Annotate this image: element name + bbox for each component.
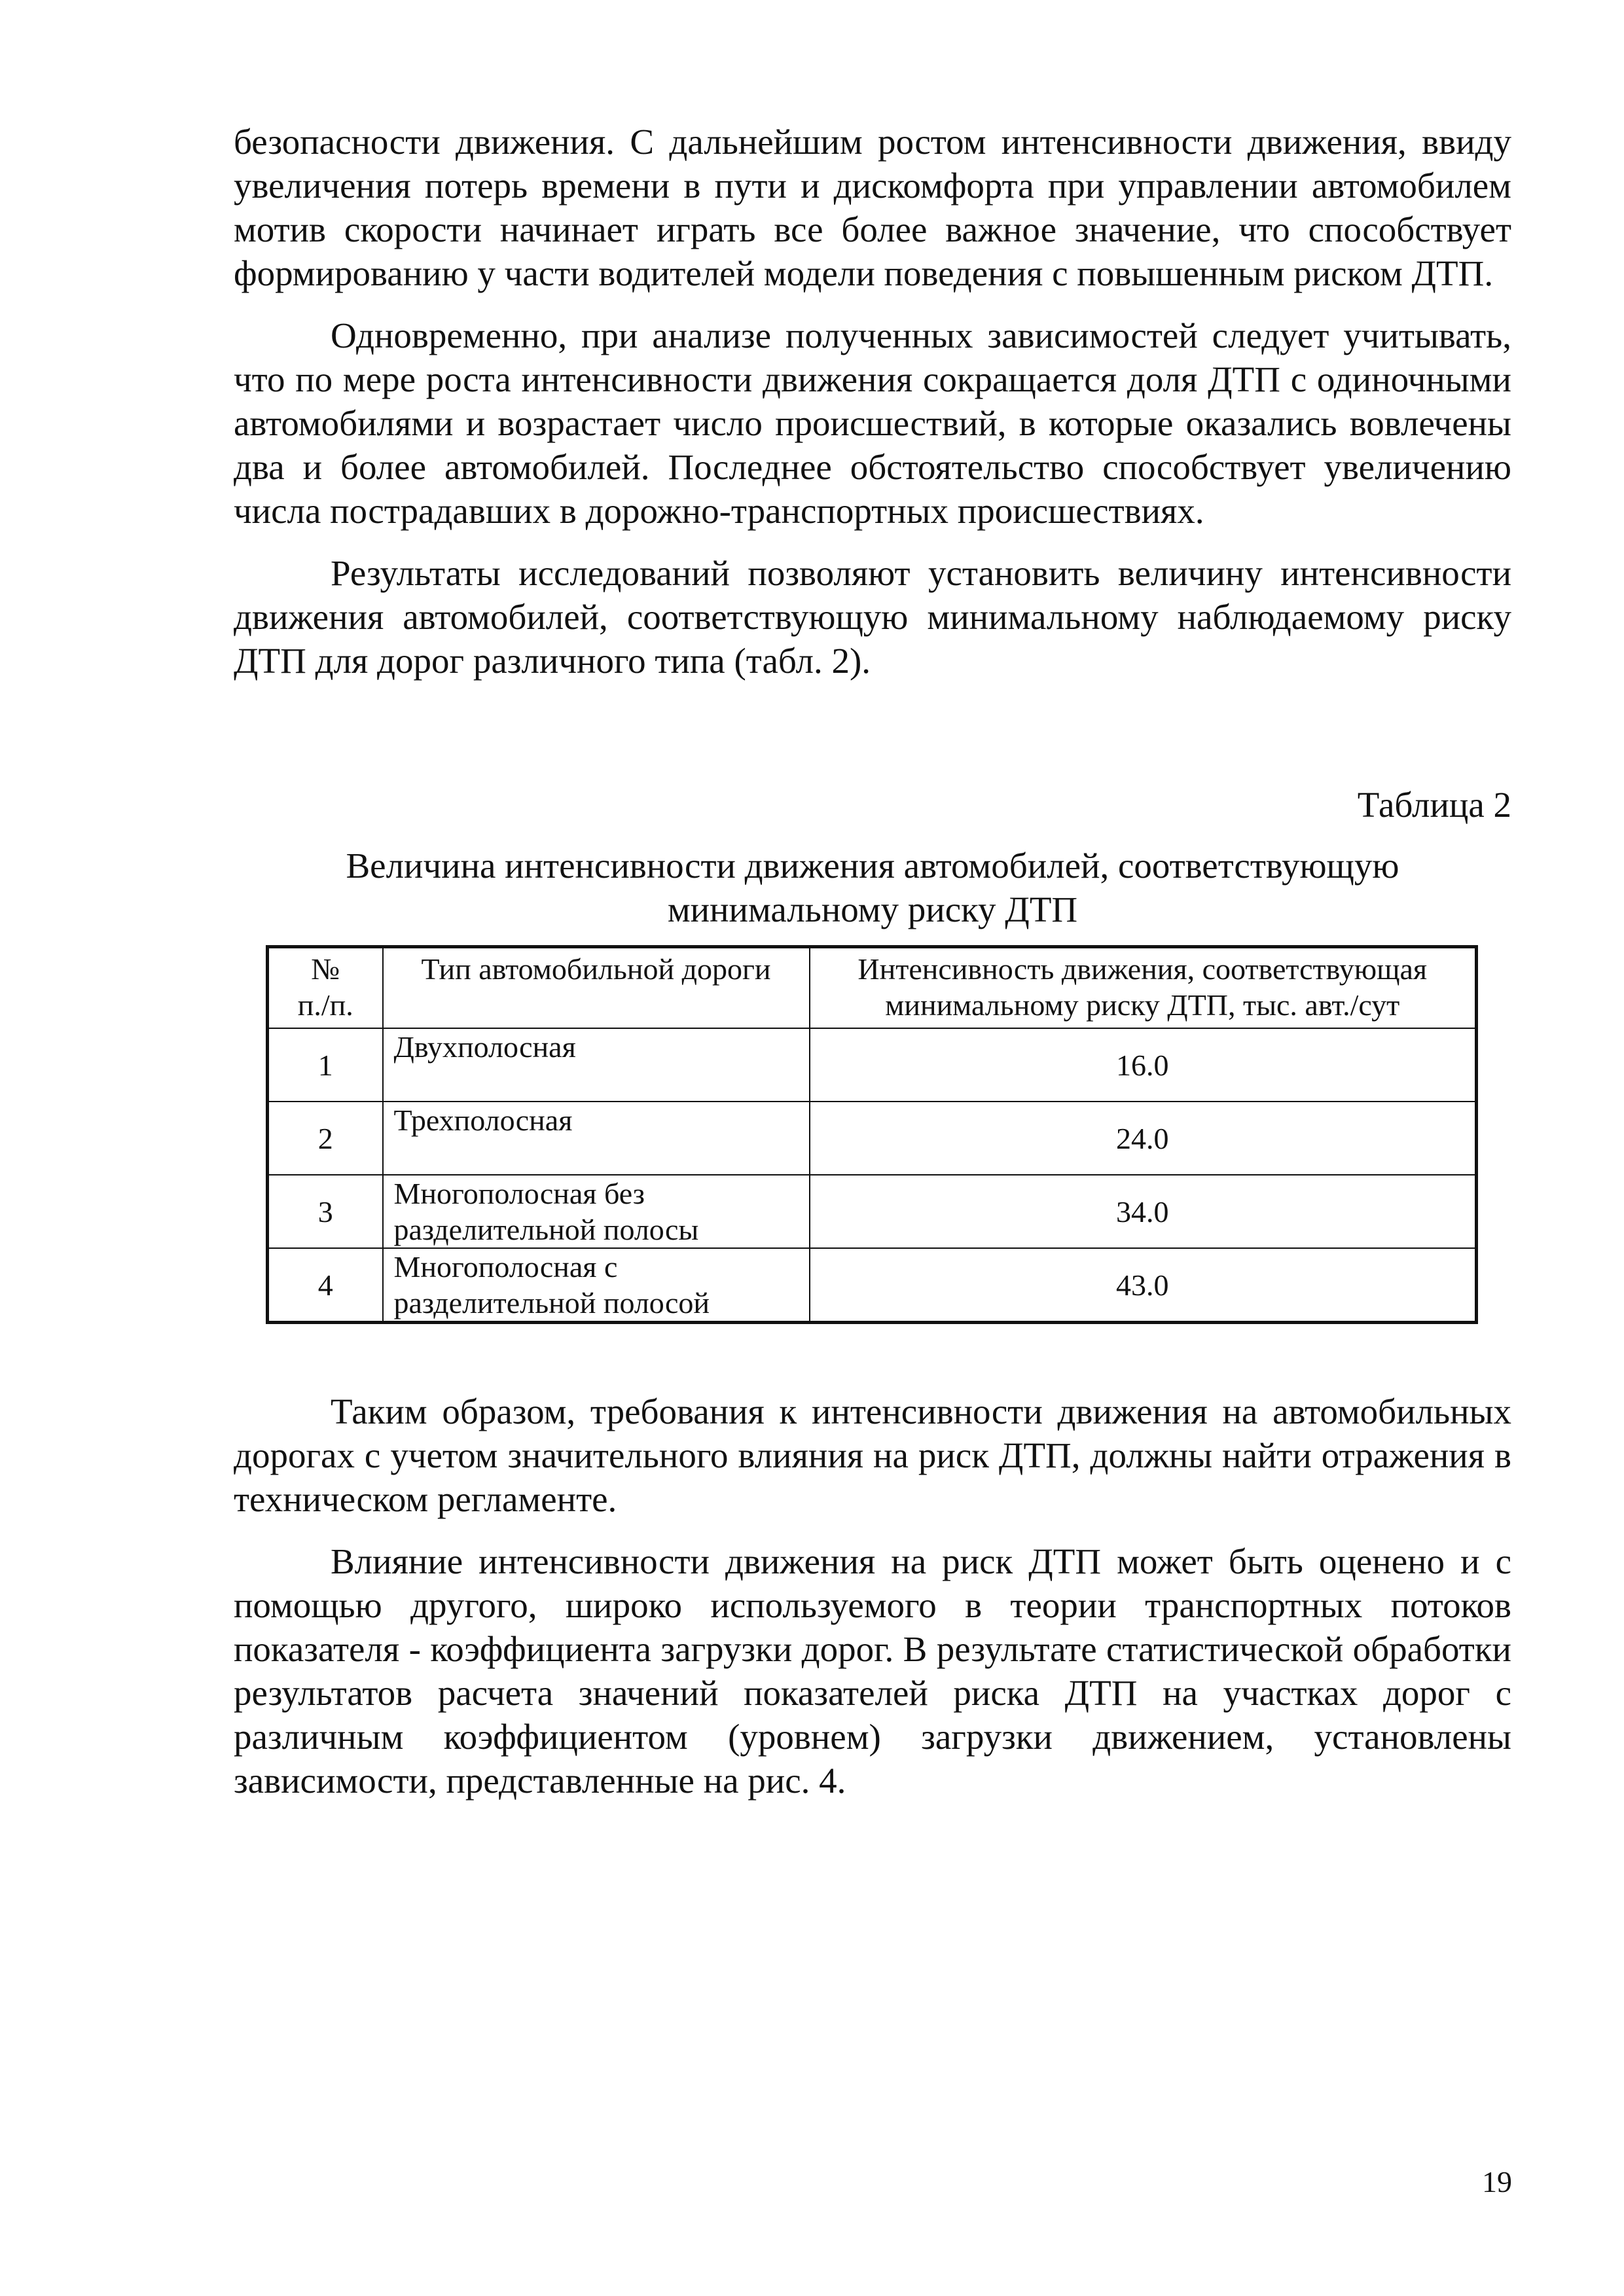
header-intensity [810, 947, 1477, 1029]
cell-type [383, 1175, 810, 1248]
cell-type-line: разделительной полосы [393, 1213, 699, 1246]
cell-value: 34.0 [810, 1175, 1477, 1248]
table-row [268, 1248, 1477, 1323]
page-number: 19 [1482, 2165, 1512, 2198]
paragraph: Таким образом, требования к интенсивности движения на автомобильных дорогах с учетом значительного влияния на риск ДТП, должны найти отражения в техническом регламенте. [234, 1391, 1511, 1519]
header-num-line: п./п. [297, 988, 353, 1022]
paragraph: Одновременно, при анализе полученных зависимостей следует учитывать, что по мере роста интенсивности движения сокращается доля ДТП с одиночными автомобилями и возрастает число происшествий, в которые оказались вовлечены два и более автомобилей. Последнее обстоятельство способствует увеличению числа пострадавших в дорожно-транспортных происшествиях. [234, 315, 1511, 531]
cell-type-line: разделительной полосой [393, 1286, 710, 1319]
cell-num: 4 [268, 1248, 383, 1323]
table-row [268, 1028, 1477, 1102]
table-caption-line: минимальному риску ДТП [667, 889, 1078, 929]
table-caption-line: Величина интенсивности движения автомобилей, соответствующую [346, 846, 1399, 886]
table-header-row [268, 947, 1477, 1029]
cell-type-line: Трехполосная [393, 1103, 573, 1137]
cell-type-line: Двухполосная [393, 1030, 576, 1064]
paragraph: безопасности движения. С дальнейшим ростом интенсивности движения, ввиду увеличения потерь времени в пути и дискомфорта при управлении автомобилем мотив скорости начинает играть все более важное значение, что способствует формированию у части водителей модели поведения с повышенным риском ДТП. [234, 122, 1511, 293]
table-caption [234, 844, 1511, 931]
header-intensity-line: минимальному риску ДТП, тыс. авт./сут [885, 988, 1400, 1022]
body-text-bottom [234, 1390, 1511, 1803]
header-num-line: № [311, 952, 340, 986]
header-intensity-line: Интенсивность движения, соответствующая [857, 952, 1428, 986]
body-text-top [234, 120, 1511, 683]
cell-type [383, 1028, 810, 1102]
cell-num: 2 [268, 1102, 383, 1175]
cell-type-line: Многополосная с [393, 1250, 618, 1283]
table-number: Таблица 2 [1357, 785, 1511, 825]
cell-type [383, 1102, 810, 1175]
table-row [268, 1102, 1477, 1175]
header-num [268, 947, 383, 1029]
cell-value: 24.0 [810, 1102, 1477, 1175]
cell-type-line: Многополосная без [393, 1177, 645, 1210]
cell-num: 3 [268, 1175, 383, 1248]
header-type: Тип автомобильной дороги [383, 947, 810, 1029]
data-table [266, 945, 1478, 1324]
cell-num: 1 [268, 1028, 383, 1102]
cell-type [383, 1248, 810, 1323]
cell-value: 43.0 [810, 1248, 1477, 1323]
paragraph: Влияние интенсивности движения на риск ДТП может быть оценено и с помощью другого, широко используемого в теории транспортных потоков показателя - коэффициента загрузки дорог. В результате статистической обработки результатов расчета значений показателей риска ДТП на участках дорог с различным коэффициентом (уровнем) загрузки движением, установлены зависимости, представленные на рис. 4. [234, 1541, 1511, 1801]
cell-value: 16.0 [810, 1028, 1477, 1102]
table-row [268, 1175, 1477, 1248]
paragraph: Результаты исследований позволяют установить величину интенсивности движения автомобилей, соответствующую минимальному наблюдаемому риску ДТП для дорог различного типа (табл. 2). [234, 553, 1511, 681]
